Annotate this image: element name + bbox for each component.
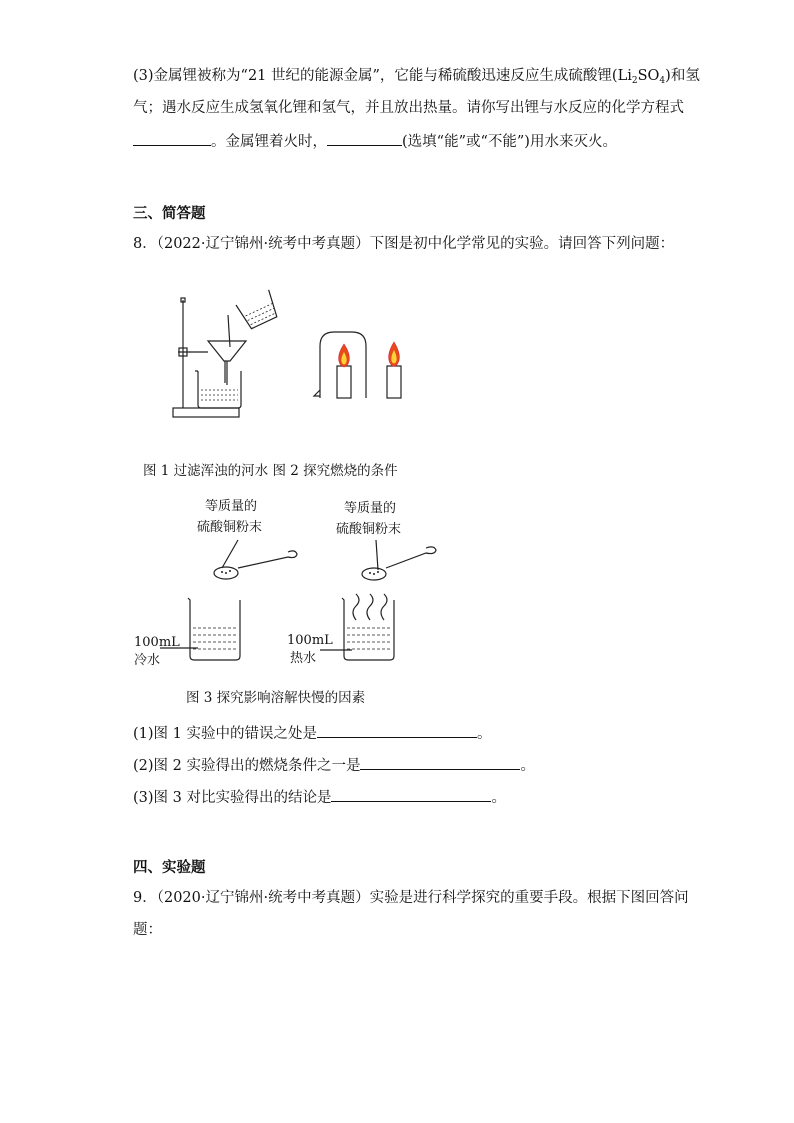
- spoon-left: [214, 551, 297, 579]
- fig3-right-water: 热水: [290, 651, 317, 666]
- fig3-left-label-line2: 硫酸铜粉末: [197, 520, 263, 535]
- q7-part3-line1: (3)金属锂被称为“21 世纪的能源金属”，它能与稀硫酸迅速反应生成硫酸锂$(Li_2SO_4)$和氢: [133, 68, 700, 86]
- q8-stem: 8．（2022·辽宁锦州·统考中考真题）下图是初中化学常见的实验。请回答下列问题：: [133, 236, 675, 252]
- q8-part3: (3)图 3 对比实验得出的结论是 。: [133, 786, 506, 808]
- candle-covered: [337, 366, 351, 398]
- figure-3-caption: 图 3 探究影响溶解快慢的因素: [186, 690, 366, 706]
- q9-stem-line1: 9．（2020·辽宁锦州·统考中考真题）实验是进行科学探究的重要手段。根据下图回答问: [133, 890, 689, 906]
- fig3-left-volume: 100mL: [134, 635, 180, 650]
- answer-blank-q8-3[interactable]: [331, 786, 491, 802]
- fig3-left-water: 冷水: [134, 653, 161, 668]
- fig3-right-label-line1: 等质量的: [344, 501, 397, 516]
- section-title-short-answer: 三、简答题: [133, 206, 206, 222]
- q7-part3-line2: 气；遇水反应生成氢氧化锂和氢气，并且放出热量。请你写出锂与水反应的化学方程式: [133, 100, 684, 116]
- figure-1-filtration: [168, 295, 278, 420]
- beaker-hot: [342, 598, 394, 660]
- steam-lines: [353, 594, 387, 620]
- candle-open: [387, 366, 401, 398]
- fig3-right-volume: 100mL: [287, 633, 333, 648]
- glass-rod: [228, 315, 230, 347]
- q8-part1: (1)图 1 实验中的错误之处是 。: [133, 722, 491, 744]
- answer-blank-extinguish[interactable]: [327, 130, 402, 146]
- q7-part3-line3: 。金属锂着火时， (选填“能”或“不能”)用水来灭火。: [133, 130, 617, 152]
- answer-blank-q8-2[interactable]: [360, 754, 520, 770]
- fig3-left-label-line1: 等质量的: [205, 499, 258, 514]
- figure-2-combustion: [312, 328, 422, 403]
- q9-stem-line2: 题：: [133, 922, 162, 938]
- answer-blank-equation[interactable]: [133, 130, 211, 146]
- spoon-right: [362, 547, 436, 580]
- stand-base: [173, 408, 239, 417]
- funnel: [208, 341, 246, 361]
- beaker-cold: [188, 598, 240, 660]
- q8-part2: (2)图 2 实验得出的燃烧条件之一是 。: [133, 754, 535, 776]
- answer-blank-q8-1[interactable]: [317, 722, 477, 738]
- section-title-experiment: 四、实验题: [133, 860, 206, 876]
- pouring-beaker: [236, 290, 280, 331]
- fig3-right-label-line2: 硫酸铜粉末: [336, 522, 402, 537]
- figure-1-2-caption: 图 1 过滤浑浊的河水 图 2 探究燃烧的条件: [143, 463, 398, 479]
- beaker: [198, 371, 241, 408]
